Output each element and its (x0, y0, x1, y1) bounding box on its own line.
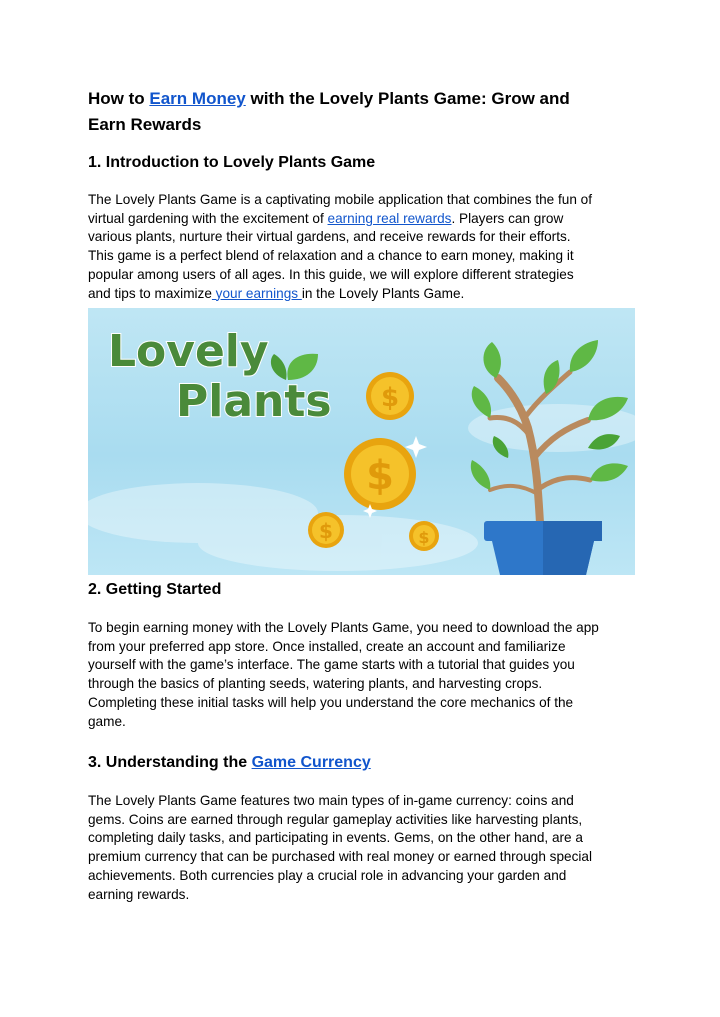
text-line: through the basics of planting seeds, watering plants, and harvesting crops. (88, 676, 543, 692)
coin-icon (344, 438, 416, 510)
title-text-end: with the Lovely Plants Game: Grow and (245, 89, 570, 108)
coin-symbol: $ (380, 383, 400, 413)
coin-icon (308, 512, 344, 548)
text-line: premium currency that can be purchased with real money or earned through special (88, 849, 592, 865)
text-line: To begin earning money with the Lovely Plants Game, you need to download the app (88, 620, 599, 635)
text-line: popular among users of all ages. In this guide, we will explore different strategies (88, 266, 574, 282)
banner-illustration (88, 308, 635, 575)
text-line: The Lovely Plants Game is a captivating mobile application that combines the fun of (88, 192, 593, 207)
earn-money-link[interactable]: Earn Money (149, 89, 246, 108)
coin-symbol: $ (366, 453, 394, 499)
section-paragraph-introduction (88, 191, 648, 303)
section-heading-introduction: 1. Introduction to Lovely Plants Game (88, 154, 376, 171)
coin-symbol: $ (418, 528, 430, 547)
section-paragraph-getting-started (88, 619, 648, 731)
section-paragraph-game-currency (88, 792, 648, 904)
text-line: and tips to maximize (88, 285, 212, 301)
your-earnings-link[interactable]: your earnings (211, 285, 302, 301)
coin-icon (366, 372, 414, 420)
earning-real-rewards-link[interactable]: earning real rewards (327, 210, 452, 226)
game-currency-link[interactable]: Game Currency (251, 754, 371, 771)
text-line: in the Lovely Plants Game. (301, 285, 465, 301)
text-line: game. (88, 713, 126, 729)
text-line: virtual gardening with the excitement of (88, 210, 328, 226)
text-line: yourself with the game’s interface. The game starts with a tutorial that guides you (88, 657, 575, 673)
text-line: earning rewards. (88, 886, 190, 902)
text-line: Completing these initial tasks will help you understand the core mechanics of the (88, 694, 574, 710)
text-line: . Players can grow (451, 210, 564, 226)
section-heading-game-currency (88, 753, 371, 773)
page-title (88, 86, 648, 138)
flower-pot-icon (484, 521, 602, 575)
text-line: The Lovely Plants Game features two main types of in-game currency: coins and (88, 793, 574, 808)
coin-symbol: $ (319, 519, 333, 543)
title-text-start: How to (88, 89, 150, 108)
section-heading-getting-started: 2. Getting Started (88, 581, 222, 598)
text-line: achievements. Both currencies play a crucial role in advancing your garden and (88, 867, 567, 883)
coin-icon (409, 521, 439, 551)
text-line: gems. Coins are earned through regular gameplay activities like harvesting plants, (88, 811, 583, 827)
text-line: This game is a perfect blend of relaxation and a chance to earn money, making it (88, 248, 574, 264)
heading-text: 3. Understanding the (88, 754, 252, 771)
logo-lovely-text: Lovely (108, 326, 269, 377)
logo-plants-text: Plants (176, 376, 332, 427)
text-line: from your preferred app store. Once installed, create an account and familiarize (88, 638, 566, 654)
lovely-plants-banner-image (88, 308, 635, 575)
text-line: completing daily tasks, and participating in events. Gems, on the other hand, are a (88, 830, 583, 846)
text-line: various plants, nurture their virtual gardens, and receive rewards for their efforts. (88, 229, 571, 245)
title-text-line2: Earn Rewards (88, 115, 202, 134)
